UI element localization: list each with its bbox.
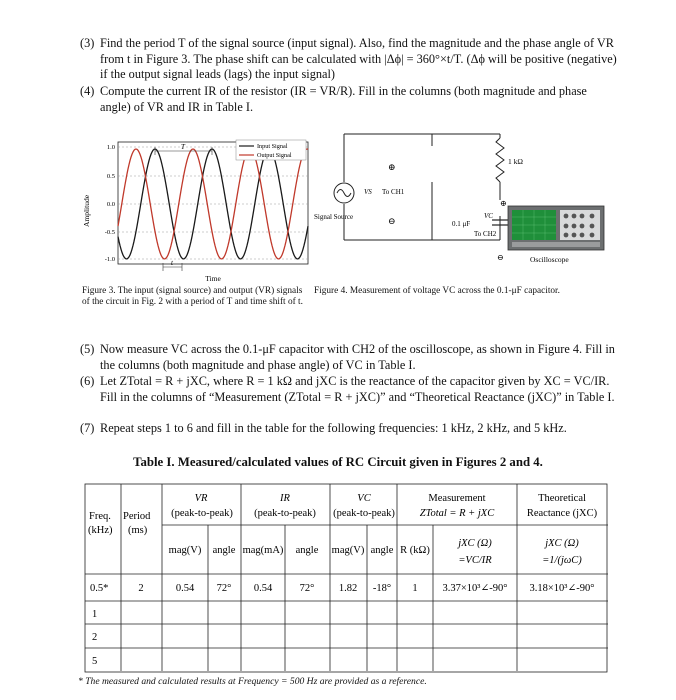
hdr-vr: VR <box>194 493 208 504</box>
minus-sign-2: ⊖ <box>497 253 504 262</box>
cell-jxc-theo: 3.18×10³∠-90° <box>529 583 595 594</box>
step-3 <box>80 36 620 83</box>
fig3-ytick: 0.5 <box>106 173 115 180</box>
vs-label: VS <box>364 188 372 196</box>
step-7-text: Repeat steps 1 to 6 and fill in the table for the following frequencies: 1 kHz, 2 kHz, and 5 kHz. <box>100 421 567 435</box>
hdr-ir-angle: angle <box>295 545 319 556</box>
hdr-vc-mag: mag(V) <box>331 545 365 556</box>
cell-freq: 0.5* <box>90 583 109 594</box>
hdr-vr-mag: mag(V) <box>168 545 202 556</box>
plus-sign-1: ⊕ <box>388 162 396 172</box>
resistor-symbol <box>496 138 504 182</box>
footnote: * The measured and calculated results at Frequency = 500 Hz are provided as a reference. <box>78 676 427 687</box>
ch1-label: To CH1 <box>382 188 405 196</box>
step-3-text: Find the period T of the signal source (input signal). Also, find the magnitude and the phase angle of VR from t in Figure 3. The phase shift can be calculated with |Δϕ| = 360°×t/T. (Δϕ will be positive (negative) if the output signal leads (lags) the input signal) <box>100 36 617 81</box>
hdr-theoretical-sub: Reactance (jXC) <box>526 508 598 519</box>
hdr-ms: (ms) <box>128 525 148 536</box>
hdr-r: R (kΩ) <box>400 545 430 556</box>
step-5-number: (5) <box>80 342 95 356</box>
fig3-xlabel: Time <box>205 274 221 283</box>
hdr-vr-ptp: (peak-to-peak) <box>171 508 233 519</box>
hdr-ir: IR <box>280 493 290 504</box>
cell-freq: 5 <box>92 656 98 667</box>
step-6 <box>80 374 625 405</box>
fig3-T-label: T <box>181 143 185 151</box>
step-4-number: (4) <box>80 84 95 98</box>
hdr-measurement: Measurement <box>428 493 486 504</box>
hdr-jxc-theo: jXC (Ω) <box>545 538 579 549</box>
cell-freq: 2 <box>92 632 98 643</box>
hdr-khz: (kHz) <box>88 525 113 536</box>
source-label: Signal Source <box>314 213 354 221</box>
fig3-ylabel: Amplitude <box>82 194 91 228</box>
hdr-vc-angle: angle <box>370 545 394 556</box>
step-7 <box>80 421 620 437</box>
figure-3-plot <box>80 136 312 286</box>
hdr-period: Period <box>123 511 151 522</box>
resistor-label: 1 kΩ <box>508 157 523 166</box>
cell-vr-angle: 72° <box>216 583 232 594</box>
cell-ir-mag: 0.54 <box>253 583 273 594</box>
hdr-theoretical: Theoretical <box>538 493 586 504</box>
hdr-measurement-eq: ZTotal = R + jXC <box>419 508 495 519</box>
step-5-text: Now measure VC across the 0.1-μF capacitor with CH2 of the oscilloscope, as shown in Figure 4. Fill in the columns (both magnitude and phase angle) of VC in Table I. <box>100 342 615 372</box>
fig3-ytick: -0.5 <box>104 229 115 236</box>
step-3-number: (3) <box>80 36 95 50</box>
step-6-number: (6) <box>80 374 95 388</box>
cap-label: 0.1 μF <box>452 220 471 228</box>
step-7-number: (7) <box>80 421 95 435</box>
hdr-vc: VC <box>357 493 371 504</box>
hdr-vr-angle: angle <box>212 545 236 556</box>
step-5 <box>80 342 620 373</box>
cell-ir-angle: 72° <box>299 583 315 594</box>
step-4 <box>80 84 620 115</box>
oscilloscope-label: Oscilloscope <box>530 255 569 264</box>
fig3-axes <box>118 142 308 264</box>
cell-freq: 1 <box>92 609 98 620</box>
fig3-ytick: -1.0 <box>104 256 115 263</box>
legend-output: Output Signal <box>257 152 292 159</box>
figure-3-caption: Figure 3. The input (signal source) and output (VR) signals of the circuit in Fig. 2 with a period of T and time shift of t. <box>82 286 303 308</box>
figure-4-circuit <box>312 126 612 276</box>
plus-sign-2: ⊕ <box>500 199 507 208</box>
table-title: Table I. Measured/calculated values of RC Circuit given in Figures 2 and 4. <box>133 455 543 469</box>
oscilloscope-device <box>508 206 604 250</box>
results-table <box>84 483 608 673</box>
minus-sign-1: ⊖ <box>388 216 396 226</box>
cell-period: 2 <box>138 583 144 594</box>
vc-label: VC <box>484 212 493 220</box>
cell-r: 1 <box>412 583 418 594</box>
hdr-vc-ptp: (peak-to-peak) <box>333 508 395 519</box>
cell-vr-mag: 0.54 <box>175 583 195 594</box>
legend-input: Input Signal <box>257 143 288 150</box>
cell-vc-angle: -18° <box>372 583 392 594</box>
cell-vc-mag: 1.82 <box>338 583 358 594</box>
fig3-ytick: 1.0 <box>106 144 115 151</box>
hdr-ir-mag: mag(mA) <box>242 545 284 556</box>
hdr-jxc-meas: jXC (Ω) <box>458 538 492 549</box>
hdr-jxc-theo-eq: =1/(jωC) <box>542 555 582 566</box>
hdr-jxc-meas-eq: =VC/IR <box>458 555 492 566</box>
step-4-text: Compute the current IR of the resistor (IR = VR/R). Fill in the columns (both magnitude and phase angle) of VR and IR in Table I. <box>100 84 587 114</box>
ch2-label: To CH2 <box>474 230 497 238</box>
cell-jxc-meas: 3.37×10³∠-90° <box>442 583 508 594</box>
hdr-freq: Freq. <box>89 511 111 522</box>
hdr-ir-ptp: (peak-to-peak) <box>254 508 316 519</box>
figure-4-caption: Figure 4. Measurement of voltage VC across the 0.1-μF capacitor. <box>314 286 560 296</box>
fig3-t-label: t <box>171 259 173 267</box>
step-6-text: Let ZTotal = R + jXC, where R = 1 kΩ and jXC is the reactance of the capacitor given by XC = VC/IR. Fill in the columns of “Measurement (ZTotal = R + jXC)” and “Theoretical Reactance (jXC)” in Table I. <box>100 374 615 404</box>
fig3-ytick: 0.0 <box>106 201 115 208</box>
